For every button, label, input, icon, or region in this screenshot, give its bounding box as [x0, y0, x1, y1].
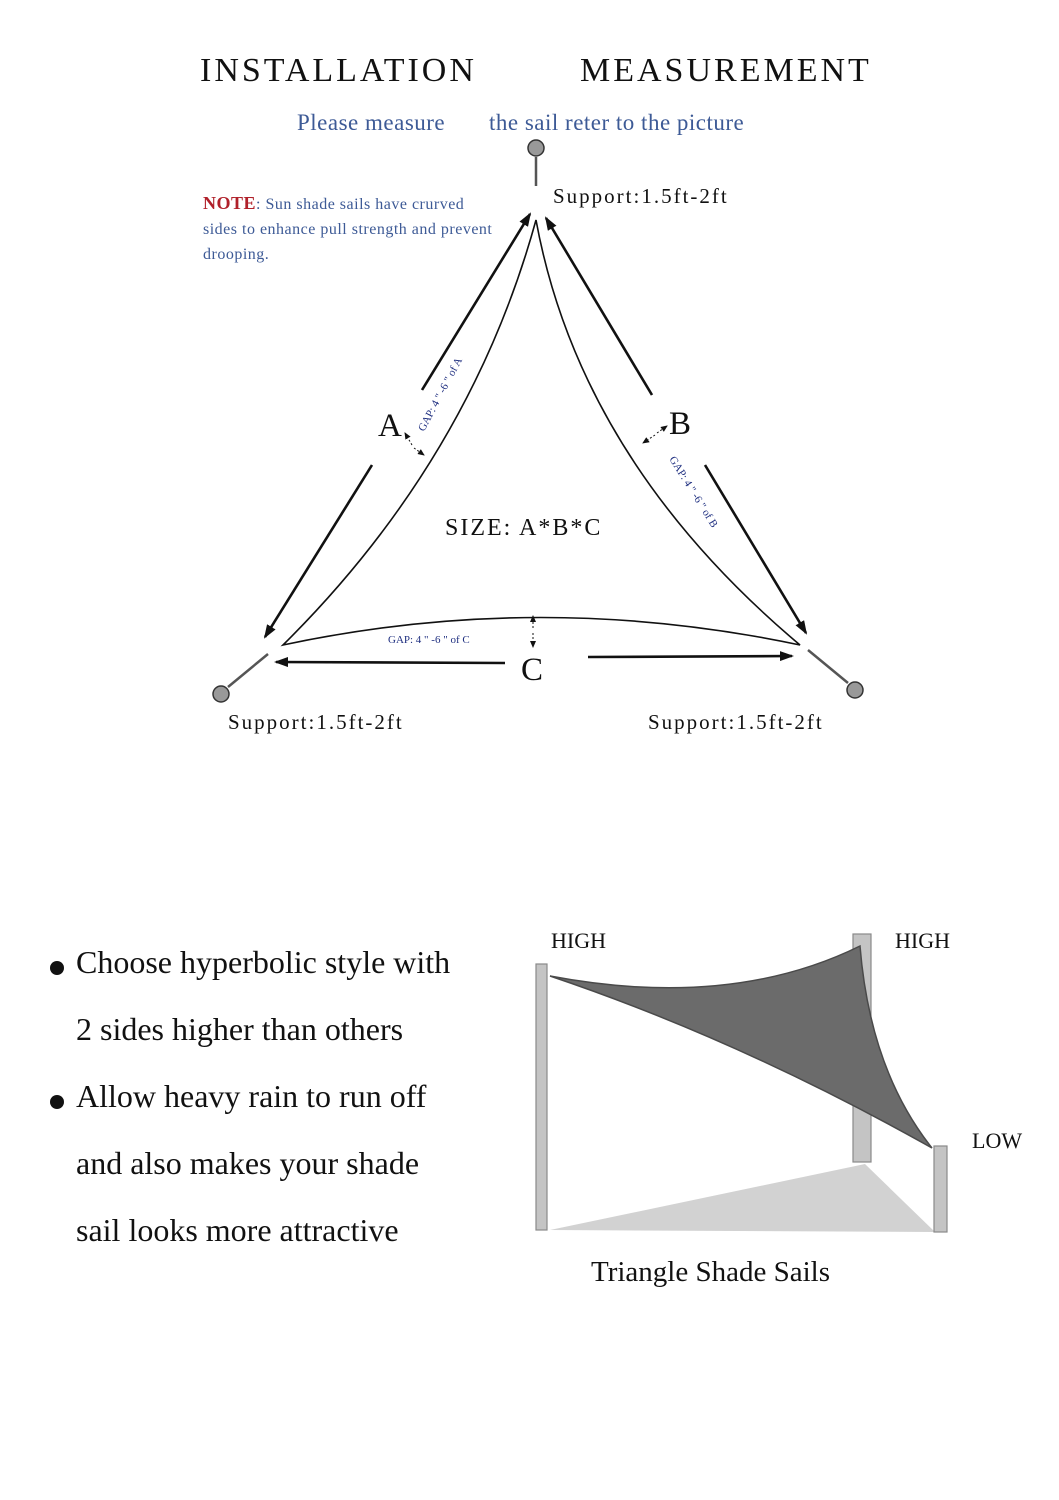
note-text: : Sun shade sails have crurved sides to enhance pull strength and prevent drooping.	[203, 196, 493, 263]
gap-c-text: GAP: 4 " -6 " of C	[388, 634, 470, 646]
gap-b-indicator	[643, 426, 667, 443]
support-bottom-right	[808, 650, 863, 698]
post-front-low	[934, 1146, 947, 1232]
label-high-left: HIGH	[551, 928, 606, 953]
gap-a-indicator	[405, 433, 424, 455]
hyperbolic-sail-diagram	[520, 920, 1000, 1250]
bullet-2-line-3: sail looks more attractive	[76, 1212, 399, 1248]
support-top-label: Support:1.5ft-2ft	[553, 184, 729, 208]
bullet-1-line-1: Choose hyperbolic style with	[76, 944, 451, 980]
gap-a-text: GAP: 4 " -6 " of A	[416, 355, 466, 434]
label-low: LOW	[972, 1128, 1023, 1153]
gap-b-text: GAP: 4 " -6 " of B	[666, 454, 720, 530]
label-side-b: B	[669, 406, 692, 442]
sail-shadow	[550, 1164, 935, 1232]
sail-caption: Triangle Shade Sails	[591, 1256, 830, 1288]
title-installation: INSTALLATION	[200, 52, 477, 89]
support-bottom-right-label: Support:1.5ft-2ft	[648, 710, 824, 734]
size-label: SIZE: A*B*C	[445, 515, 603, 541]
sail-shape	[550, 946, 932, 1148]
title-measurement: MEASUREMENT	[580, 52, 872, 89]
arrow-a-up	[422, 214, 530, 390]
sail-outline	[283, 220, 800, 645]
bullet-2-line-2: and also makes your shade	[76, 1145, 420, 1181]
bullet-dot-1	[50, 961, 64, 975]
arrow-b-down	[705, 465, 806, 633]
note-label: NOTE	[203, 193, 257, 213]
label-high-right: HIGH	[895, 928, 950, 953]
support-top	[528, 140, 544, 186]
bullet-2-line-1: Allow heavy rain to run off	[76, 1078, 427, 1114]
support-bottom-left-label: Support:1.5ft-2ft	[228, 710, 404, 734]
label-side-a: A	[378, 408, 402, 444]
subtitle-right: the sail reter to the picture	[489, 110, 745, 135]
post-left-high	[536, 964, 547, 1230]
bullet-1-line-2: 2 sides higher than others	[76, 1011, 404, 1047]
support-bottom-left	[213, 654, 268, 702]
arrow-b-up	[546, 218, 652, 395]
bullet-dot-2	[50, 1095, 64, 1109]
subtitle-left: Please measure	[297, 110, 446, 135]
arrow-a-down	[265, 465, 372, 637]
arrow-c-left	[276, 662, 505, 663]
label-side-c: C	[521, 652, 544, 688]
arrow-c-right	[588, 656, 792, 657]
